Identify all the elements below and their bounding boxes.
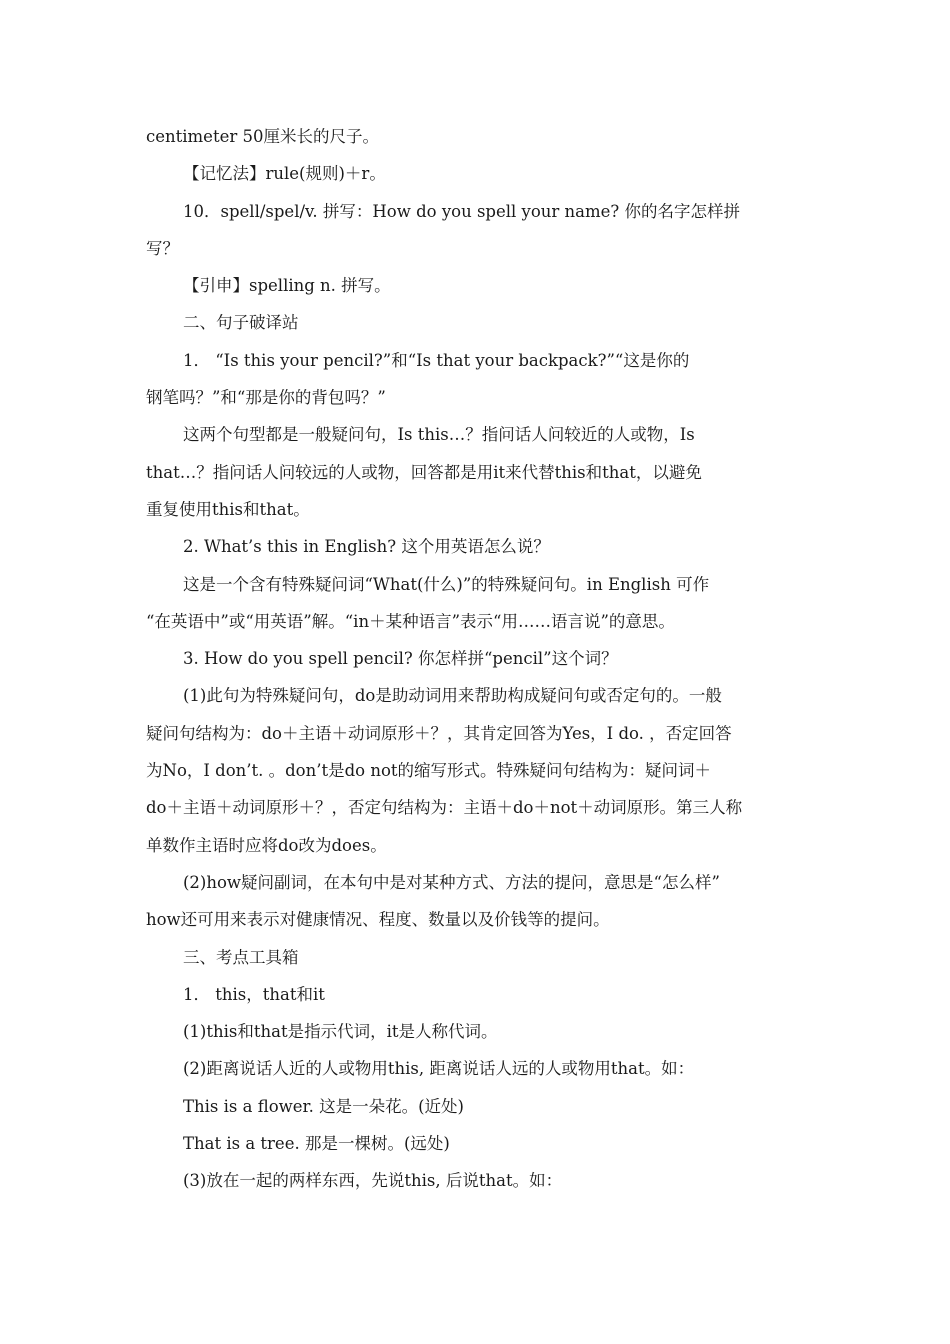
text-line: centimeter 50厘米长的尺子。 [146, 127, 379, 146]
text-line: (1)此句为特殊疑问句，do是助动词用来帮助构成疑问句或否定句的。一般 [183, 686, 722, 706]
text-line: 钢笔吗？”和“那是你的背包吗？” [146, 388, 386, 408]
text-line: 为No，I don’t. 。don’t是do not的缩写形式。特殊疑问句结构为：疑问词＋ [146, 761, 712, 781]
section-heading: 三、考点工具箱 [183, 947, 299, 967]
text-line: 单数作主语时应将do改为does。 [146, 835, 387, 855]
text-line: 1． this，that和it [183, 984, 325, 1004]
text-line: 这是一个含有特殊疑问词“What(什么)”的特殊疑问句。in English 可作 [183, 574, 710, 594]
text-line: (2)how疑问副词，在本句中是对某种方式、方法的提问，意思是“怎么样” [183, 872, 720, 892]
text-line: 【记忆法】rule(规则)＋r。 [183, 164, 386, 184]
text-line: 这两个句型都是一般疑问句，Is this…？指问话人问较近的人或物，Is [183, 425, 695, 445]
example-sentence: That is a tree. 那是一棵树。(远处) [183, 1134, 450, 1154]
document-body [146, 118, 812, 1200]
text-line: do＋主语＋动词原形＋？，否定句结构为：主语＋do＋not＋动词原形。第三人称 [146, 798, 743, 818]
text-line: how还可用来表示对健康情况、程度、数量以及价钱等的提问。 [146, 910, 610, 930]
text-line: 【引申】spelling n. 拼写。 [183, 276, 391, 296]
text-line: 写？ [146, 238, 179, 258]
text-line: 2. What’s this in English? 这个用英语怎么说？ [183, 537, 550, 557]
text-line: (3)放在一起的两样东西，先说this, 后说that。如： [183, 1171, 563, 1191]
text-line: (2)距离说话人近的人或物用this, 距离说话人远的人或物用that。如： [183, 1059, 695, 1079]
text-line: 3. How do you spell pencil? 你怎样拼“pencil”这个词？ [183, 649, 618, 669]
example-sentence: This is a flower. 这是一朵花。(近处) [183, 1096, 464, 1116]
text-line: 10．spell/spel/v. 拼写：How do you spell your name? 你的名字怎样拼 [183, 201, 741, 221]
text-line: that…？指问话人问较远的人或物，回答都是用it来代替this和that，以避免 [146, 462, 702, 482]
text-line: 重复使用this和that。 [146, 499, 310, 519]
text-line: 1． “Is this your pencil?”和“Is that your backpack?”“这是你的 [183, 350, 690, 370]
section-heading: 二、句子破译站 [183, 313, 299, 333]
text-line: (1)this和that是指示代词，it是人称代词。 [183, 1022, 498, 1042]
text-line: “在英语中”或“用英语”解。“in＋某种语言”表示“用……语言说”的意思。 [146, 611, 675, 631]
text-line: 疑问句结构为：do＋主语＋动词原形＋？，其肯定回答为Yes，I do. ，否定回答 [146, 723, 732, 743]
